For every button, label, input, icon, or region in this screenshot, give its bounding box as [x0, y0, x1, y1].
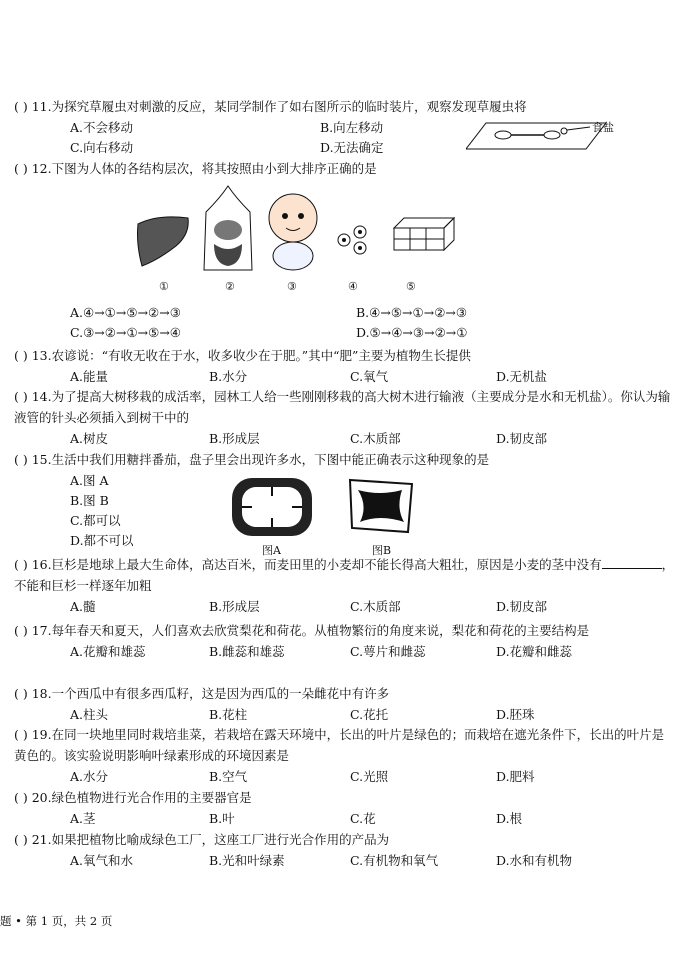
option-d[interactable]: D.韧皮部 [496, 431, 548, 446]
question-18 [14, 683, 675, 724]
option-d[interactable]: D.水和有机物 [496, 853, 573, 868]
option-d[interactable]: D.根 [496, 811, 523, 826]
question-stem: 21.如果把植物比喻成绿色工厂，这座工厂进行光合作用的产品为 [31, 832, 390, 847]
option-a[interactable]: A.柱头 [70, 707, 109, 722]
fill-blank[interactable] [602, 556, 662, 569]
option-a[interactable]: A.能量 [70, 369, 109, 384]
question-stem: 16.巨杉是地球上最大生命体，高达百米，而麦田里的小麦却不能长得高大粗壮，原因是小麦的茎中没有 [31, 557, 602, 572]
option-a[interactable]: A.髓 [70, 599, 96, 614]
option-a[interactable]: A.水分 [70, 769, 109, 784]
option-a[interactable]: A.不会移动 [70, 120, 134, 135]
option-b[interactable]: B.图 B [70, 493, 109, 508]
option-a[interactable]: A.茎 [70, 811, 96, 826]
question-stem-end: ，不能和巨杉一样逐年加粗 [14, 557, 675, 593]
answer-bracket[interactable]: ( ) [14, 557, 28, 572]
question-stem: 14.为了提高大树移栽的成活率，园林工人给一些刚刚移栽的高大树木进行输液（主要成分是水和无机盐）。你认为输液管的针头必须插入到树干中的 [14, 389, 671, 425]
option-b[interactable]: B.向左移动 [320, 120, 384, 135]
question-12 [14, 158, 675, 179]
question-19 [14, 724, 675, 786]
question-stem: 12.下图为人体的各结构层次，将其按照由小到大排序正确的是 [31, 161, 377, 176]
option-d[interactable]: D.⑤→④→③→②→① [356, 325, 468, 340]
figure-label-5: ⑤ [406, 280, 416, 293]
option-b[interactable]: B.形成层 [209, 431, 260, 446]
option-d[interactable]: D.都不可以 [70, 533, 134, 548]
option-c[interactable]: C.光照 [350, 769, 389, 784]
answer-bracket[interactable]: ( ) [14, 99, 28, 114]
answer-bracket[interactable]: ( ) [14, 686, 28, 701]
figure-label-4: ④ [348, 280, 358, 293]
option-c[interactable]: C.都可以 [70, 513, 121, 528]
option-a[interactable]: A.树皮 [70, 431, 109, 446]
question-stem: 18.一个西瓜中有很多西瓜籽，这是因为西瓜的一朵雌花中有许多 [31, 686, 390, 701]
answer-bracket[interactable]: ( ) [14, 348, 28, 363]
answer-bracket[interactable]: ( ) [14, 161, 28, 176]
option-b[interactable]: B.光和叶绿素 [209, 853, 285, 868]
question-17 [14, 620, 675, 661]
answer-bracket[interactable]: ( ) [14, 452, 28, 467]
question-16 [14, 554, 675, 616]
option-b[interactable]: B.空气 [209, 769, 248, 784]
option-d[interactable]: D.无机盐 [496, 369, 548, 384]
option-b[interactable]: B.④→⑤→①→②→③ [356, 305, 468, 320]
question-stem: 11.为探究草履虫对刺激的反应，某同学制作了如右图所示的临时装片，观察发现草履虫将 [31, 99, 527, 114]
option-b[interactable]: B.雌蕊和雄蕊 [209, 644, 285, 659]
option-a[interactable]: A.④→①→⑤→②→③ [70, 305, 181, 320]
option-c[interactable]: C.有机物和氧气 [350, 853, 439, 868]
question-20 [14, 787, 675, 828]
figure-label-1: ① [159, 280, 169, 293]
figure-label-2: ② [225, 280, 235, 293]
salt-label: 食盐 [592, 121, 614, 134]
question-stem: 20.绿色植物进行光合作用的主要器官是 [31, 790, 252, 805]
option-b[interactable]: B.花柱 [209, 707, 248, 722]
question-13 [14, 345, 675, 386]
page-footer: 题 • 第 1 页，共 2 页 [0, 914, 113, 928]
option-b[interactable]: B.叶 [209, 811, 235, 826]
option-c[interactable]: C.花托 [350, 707, 389, 722]
option-a[interactable]: A.氧气和水 [70, 853, 134, 868]
figure-label-3: ③ [287, 280, 297, 293]
answer-bracket[interactable]: ( ) [14, 727, 28, 742]
option-d[interactable]: D.韧皮部 [496, 599, 548, 614]
question-stem: 15.生活中我们用糖拌番茄，盘子里会出现许多水，下图中能正确表示这种现象的是 [31, 452, 490, 467]
option-c[interactable]: C.萼片和雌蕊 [350, 644, 426, 659]
answer-bracket[interactable]: ( ) [14, 832, 28, 847]
answer-bracket[interactable]: ( ) [14, 389, 28, 404]
figure-a-label: 图A [262, 544, 281, 557]
option-c[interactable]: C.③→②→①→⑤→④ [70, 325, 182, 340]
figure-b-label: 图B [372, 544, 392, 557]
option-c[interactable]: C.向右移动 [70, 140, 134, 155]
option-b[interactable]: B.形成层 [209, 599, 260, 614]
option-c[interactable]: C.木质部 [350, 431, 401, 446]
answer-bracket[interactable]: ( ) [14, 790, 28, 805]
option-c[interactable]: C.花 [350, 811, 376, 826]
option-c[interactable]: C.木质部 [350, 599, 401, 614]
question-21 [14, 829, 675, 870]
question-stem: 17.每年春天和夏天，人们喜欢去欣赏梨花和荷花。从植物繁衍的角度来说，梨花和荷花的主要结构是 [31, 623, 590, 638]
option-d[interactable]: D.无法确定 [320, 140, 384, 155]
question-15 [14, 449, 675, 550]
answer-bracket[interactable]: ( ) [14, 623, 28, 638]
question-stem: 13.农谚说：“有收无收在于水，收多收少在于肥。”其中“肥”主要为植物生长提供 [31, 348, 471, 363]
option-a[interactable]: A.花瓣和雄蕊 [70, 644, 146, 659]
option-d[interactable]: D.花瓣和雌蕊 [496, 644, 573, 659]
option-d[interactable]: D.胚珠 [496, 707, 535, 722]
question-14 [14, 386, 675, 448]
option-a[interactable]: A.图 A [70, 473, 109, 488]
option-b[interactable]: B.水分 [209, 369, 248, 384]
cell-figure-a [228, 474, 316, 540]
question-12-options [14, 302, 675, 342]
option-c[interactable]: C.氧气 [350, 369, 389, 384]
cell-figure-b [346, 474, 418, 538]
option-d[interactable]: D.肥料 [496, 769, 535, 784]
body-structure-levels-figure [128, 184, 458, 280]
question-stem: 19.在同一块地里同时栽培韭菜，若栽培在露天环境中，长出的叶片是绿色的；而栽培在遮光条件下，长出的叶片是黄色的。该实验说明影响叶绿素形成的环境因素是 [14, 727, 665, 763]
